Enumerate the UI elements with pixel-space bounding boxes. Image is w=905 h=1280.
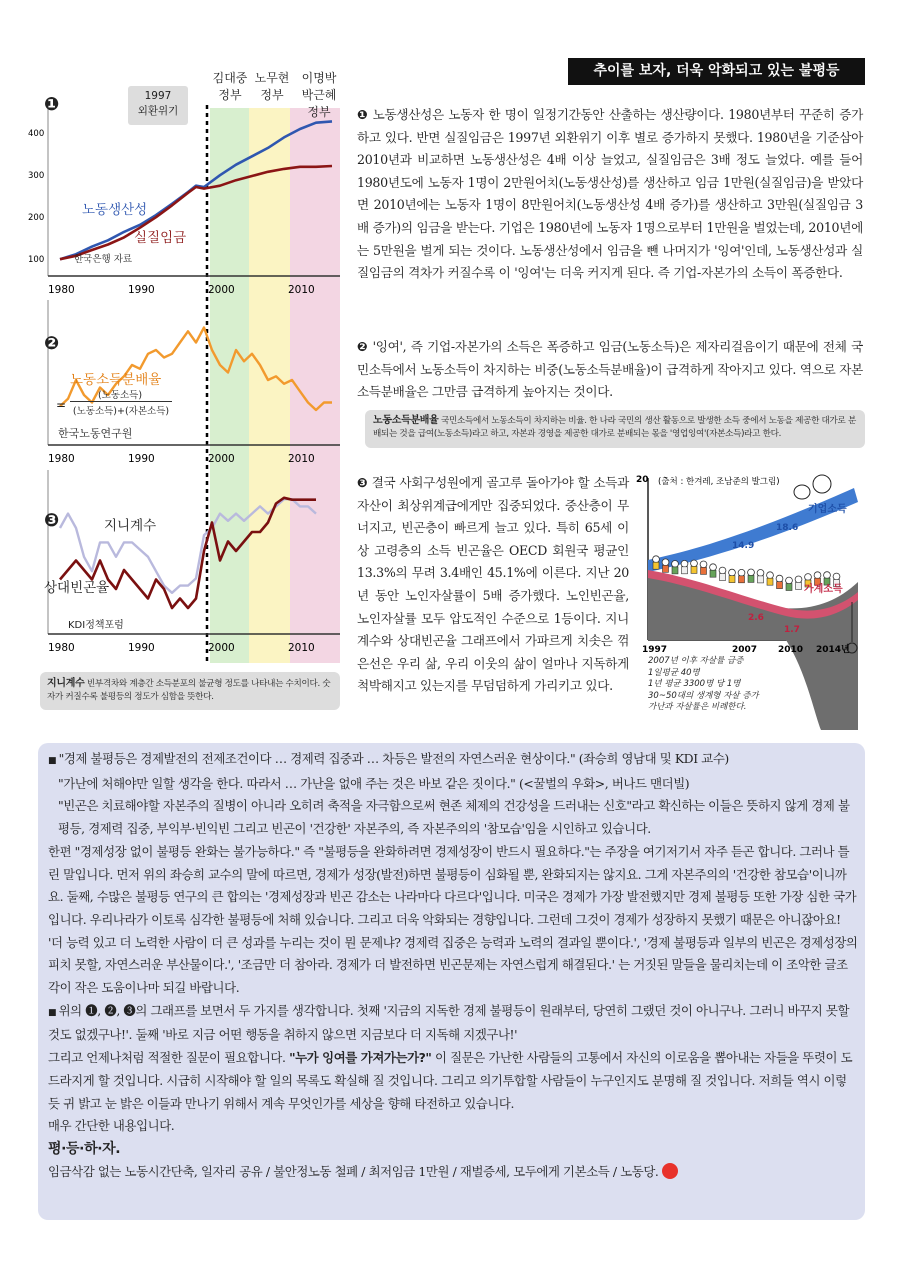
slogan: 평·등·하·자. <box>48 1140 121 1157</box>
chart3-gini-label: 지니계수 <box>104 518 157 534</box>
demands-line: 임금삭감 없는 노동시간단축, 일자리 공유 / 불안정노동 철폐 / 최저임금 1만원 / 재벌증세, 모두에게 기본소득 / 노동당. <box>48 1161 858 1184</box>
section1-text <box>357 104 863 285</box>
y-tick-label: 100 <box>28 255 45 266</box>
chart1-marker: ❶ <box>44 94 60 115</box>
person-head <box>700 561 707 568</box>
chart2-marker: ❷ <box>44 333 60 354</box>
corp-label: 기업소득 <box>808 504 847 515</box>
person-head <box>786 577 793 584</box>
person-head <box>776 575 783 582</box>
bottom-essay-text <box>48 748 858 1183</box>
person-head <box>767 572 774 579</box>
x-tick-label: 2000 <box>208 642 235 654</box>
formula-bar <box>70 401 172 402</box>
x-2014: 2014년 <box>816 645 850 655</box>
person-body <box>672 567 678 574</box>
person-head <box>672 561 679 568</box>
person-body <box>691 566 697 573</box>
x-2010: 2010 <box>778 645 804 655</box>
house-label: 가계소득 <box>804 584 843 595</box>
x-tick-label: 1990 <box>128 284 155 296</box>
formula-eq: = <box>56 398 67 412</box>
paragraph-3: "빈곤은 치료해야할 자본주의 질병이 아니라 오히려 축적을 자극함으로써 현존 체제의 건강성을 드러내는 신호"라고 확신하는 이들은 뜻하지 않게 경제 불평등, 경제력 집중, 부익부·빈익빈 그리고 빈곤이 '건강한' 자본주의, 즉 자본주의의 '참모습'임을 시인하고 있습니다. <box>58 798 850 837</box>
labor-share-definition-box <box>365 410 865 448</box>
section-header: 추이를 보자, 더욱 악화되고 있는 불평등 <box>568 58 865 85</box>
person-head <box>833 573 840 580</box>
person-head <box>814 572 821 579</box>
section1-body: 노동생산성은 노동자 한 명이 일정기간동안 산출하는 생산량이다. 1980년부터 꾸준히 증가하고 있다. 반면 실질임금은 1997년 외환위기 이후 별로 증가하지 못했다. 1980년을 기준삼아 2010년과 비교하면 노동생산성은 4배 이상 늘었고, 실질임금은 3배 정도 늘었다. 예를 들어 1980년도에 노동자 1명이 2만원어치(노동생산성)를 생산하고 임금 1만원(실질임금)을 받았다면 2010년에는 노동자 1명이 8만원어치(노동생산성 4배 증가)를 생산하고 3만원(실질임금 3배 증가)의 임금을 받는다. 기업은 1980년에 노동자 1명으로부터 1만원을 벌었는데, 2010년에는 5만원을 벌게 되는 것이다. 노동생산성에서 임금을 뺀 나머지가 '잉여'인데, 노동생산성과 실질임금의 격차가 커질수록 이 '잉여'는 더욱 커지게 된다. 즉 기업-자본가의 소득이 폭증한다. <box>357 107 863 281</box>
chart1-source: 한국은행 자료 <box>74 254 133 265</box>
band-kim <box>210 108 249 663</box>
person-body <box>748 575 754 582</box>
section2-body: '잉여', 즉 기업-자본가의 소득은 폭증하고 임금(노동소득)은 제자리걸음이기 때문에 전체 국민소득에서 노동소득이 차지하는 비중(노동소득분배율)이 급격하게 작아지고 있다. 역으로 자본소득분배율은 그만큼 급격하게 높아지는 것이다. <box>357 339 863 400</box>
paragraph-8: 매우 간단한 내용입니다. <box>48 1118 175 1134</box>
person-head <box>824 572 831 579</box>
chart2-source: 한국노동연구원 <box>58 427 133 440</box>
cartoon-source: (출처 : 한겨레, 조남준의 발그림) <box>658 477 780 487</box>
chart1-yticks <box>28 129 44 265</box>
section2-text <box>357 336 863 404</box>
chart1-wage-label: 실질임금 <box>134 230 187 246</box>
person-body <box>710 570 716 577</box>
x-tick-label: 1980 <box>48 284 75 296</box>
person-head <box>681 560 688 567</box>
person-head <box>662 559 669 566</box>
paragraph-5: '더 능력 있고 더 노력한 사람이 더 큰 성과를 누리는 것이 뭔 문제냐? 경제력 집중은 능력과 노력의 결과일 뿐이다.', '경제 불평등과 일부의 빈곤은 경제성장의 피치 못할, 자연스러운 부산물이다.', '조금만 더 참아라. 경제가 더 발전하면 빈곤문제는 자연스럽게 해결된다.' 는 거짓된 말들을 물리치는데 이 조악한 글조각이 작은 도움이나마 되길 바랍니다. <box>48 934 858 996</box>
person-body <box>720 574 726 581</box>
capitalist-figure <box>813 475 831 493</box>
x-tick-label: 2000 <box>208 453 235 465</box>
era-roh-label: 노무현 정부 <box>254 71 290 102</box>
band-roh <box>249 108 290 663</box>
person-body <box>682 567 688 574</box>
x-tick-label: 1980 <box>48 453 75 465</box>
gini-text: 빈부격차와 계층간 소득분포의 불균형 정도를 나타내는 수치이다. 숫자가 커질수록 불평등의 정도가 심함을 뜻한다. <box>47 679 331 702</box>
era-kim-label: 김대중 정부 <box>212 71 248 102</box>
val-26: 2.6 <box>748 613 764 623</box>
chart3-marker: ❸ <box>44 510 60 531</box>
section2-marker: ❷ <box>357 339 369 354</box>
gini-term: 지니계수 <box>47 678 85 689</box>
person-body <box>653 562 659 569</box>
formula-den: (노동소득)+(자본소득) <box>72 406 170 417</box>
paragraph-4: 한편 "경제성장 없이 불평등 완화는 불가능하다." 즉 "불평등을 완화하려면 경제성장이 반드시 필요하다."는 주장을 여기저기서 자주 듣곤 합니다. 그러나 틀린 말입니다. 먼저 위의 좌승희 교수의 말에 따르면, 경제가 성장(발전)하면 불평등이 심화될 뿐, 완화되지는 않지요. 그게 자본주의의 '건강한 참모습'이니까요. 둘째, 수많은 불평등 연구의 큰 합의는 '경제성장과 빈곤 감소는 나라마다 다르다'입니다. 미국은 경제가 가장 발전했지만 경제 불평등 또한 가장 심한 국가입니다. 우리나라가 이토록 심각한 불평등에 처해 있습니다. 그리고 더욱 악화되는 경향입니다. 그런데 그것이 경제가 성장하지 못했기 때문은 아니잖아요! <box>48 843 857 927</box>
person-head <box>748 569 755 576</box>
person-body <box>701 567 707 574</box>
person-head <box>691 560 698 567</box>
x-tick-label: 2010 <box>288 284 315 296</box>
person-head <box>738 569 745 576</box>
paragraph-7: 그리고 언제나처럼 적절한 질문이 필요합니다. "누가 잉여를 가져가는가?" 이 질문은 가난한 사람들의 고통에서 자신의 이로움을 뽑아내는 자들을 뚜렷이 도드라지게 할 것입니다. 시급히 시작해야 할 일의 목록도 확실해 질 것입니다. 그리고 의기투합할 사람들이 누구인지도 분명해 질 것입니다. 저희들 역시 이렇듯 귀 밝고 눈 밝은 이들과 만나기 위해서 계속 무엇인가를 세상을 향해 타전하고 있습니다. <box>48 1050 853 1111</box>
section3-body: 결국 사회구성원에게 골고루 돌아가야 할 소득과 자산이 최상위계급에게만 집중되었다. 중산층이 무너지고, 빈곤층이 빠르게 늘고 있다. 특히 65세 이상 고령층의 소득 빈곤율은 OECD 회원국 평균인 13.3%의 무려 3.4배인 45.1%에 이른다. 지난 20년 동안 노인자살률이 5배 증가했다. 노인빈곤율, 노인자살률 모두 압도적인 수준으로 1등이다. 지니계수와 상대빈곤율 그래프에서 가파르게 치솟은 꺾은선은 우리 삶, 우리 이웃의 삶이 얼마나 지독하게 척박해지고 있는지를 무덤덤하게 가리키고 있다. <box>357 475 629 694</box>
person-head <box>757 570 764 577</box>
quote-2: "가난에 처해야만 일할 생각을 한다. 따라서 … 가난을 없애 주는 것은 바보 같은 짓이다." (<꿀벌의 우화>, 버나드 맨더빌) <box>58 775 690 791</box>
era-lee-label: 이명박 박근혜 정부 <box>301 71 337 119</box>
x-tick-label: 2010 <box>288 642 315 654</box>
person-head <box>719 567 726 574</box>
person-head <box>805 574 812 581</box>
y-tick-label: 300 <box>28 171 45 182</box>
crisis-label-box: 1997 외환위기 <box>128 86 188 125</box>
val-17: 1.7 <box>784 625 800 635</box>
person-body <box>758 576 764 583</box>
paragraph-6: ■ 위의 ❶, ❷, ❸의 그래프를 보면서 두 가지를 생각합니다. 첫째 '지금의 지독한 경제 불평등이 원래부터, 당연히 그랬던 것이 아니구나. 그러니 바꾸지 못할 것도 없겠구나!'. 둘째 '바로 지금 어떤 행동을 취하지 않으면 지금보다 더 지독해 지겠구나!' <box>48 1002 850 1043</box>
x-2007: 2007 <box>732 645 758 655</box>
def-text: 국민소득에서 노동소득이 차지하는 비율. 한 나라 국민의 생산 활동으로 발생한 소득 중에서 노동을 제공한 대가로 분배되는 것을 급여(노동소득)라고 하고, 자본과 경영을 제공한 대가로 분배되는 몫을 '영업잉여'(자본소득)라고 한다. <box>373 416 856 439</box>
person-body <box>663 565 669 572</box>
y-tick-label: 200 <box>28 213 45 224</box>
chart3-source: KDI정책포럼 <box>68 620 124 631</box>
person-body <box>777 582 783 589</box>
val-149: 14.9 <box>732 541 755 551</box>
quote-1: ■ "경제 불평등은 경제발전의 전제조건이다 … 경제력 집중과 … 차등은 발전의 자연스러운 현상이다." (좌승희 영남대 및 KDI 교수) <box>48 751 729 766</box>
x-1997: 1997 <box>642 645 668 655</box>
formula-num: (노동소득) <box>97 390 143 401</box>
x-tick-label: 1980 <box>48 642 75 654</box>
section1-marker: ❶ <box>357 107 369 122</box>
section3-marker: ❸ <box>357 475 368 490</box>
person-body <box>767 578 773 585</box>
corp-income-band <box>648 488 858 572</box>
y-top-label: 20 <box>636 475 649 485</box>
x-tick-label: 2010 <box>288 453 315 465</box>
val-186: 18.6 <box>776 523 799 533</box>
def-term: 노동소득분배율 <box>373 415 439 426</box>
chart1-productivity-label: 노동생산성 <box>82 202 148 218</box>
chart3-poverty-label: 상대빈곤율 <box>44 580 110 596</box>
money-bag-icon <box>794 485 810 499</box>
person-head <box>710 564 717 571</box>
x-tick-label: 1990 <box>128 453 155 465</box>
x-tick-label: 2000 <box>208 284 235 296</box>
person-head <box>729 569 736 576</box>
person-body <box>739 576 745 583</box>
band-lee <box>290 108 340 663</box>
person-body <box>796 582 802 589</box>
cartoon-caption: 2007년 이후 자살률 급증 1일평균 40명 1년 평균 3300명 당 1명 30~50대의 생계형 자살 증가 가난과 자살률은 비례한다. <box>648 656 759 712</box>
person-head <box>653 556 660 563</box>
y-tick-label: 400 <box>28 129 45 140</box>
party-logo-icon <box>662 1163 678 1179</box>
gini-definition-box <box>40 672 340 710</box>
person-body <box>786 584 792 591</box>
section3-text <box>357 472 629 698</box>
person-body <box>729 576 735 583</box>
person-head <box>795 576 802 583</box>
x-tick-label: 1990 <box>128 642 155 654</box>
chart2-label: 노동소득분배율 <box>70 372 162 388</box>
